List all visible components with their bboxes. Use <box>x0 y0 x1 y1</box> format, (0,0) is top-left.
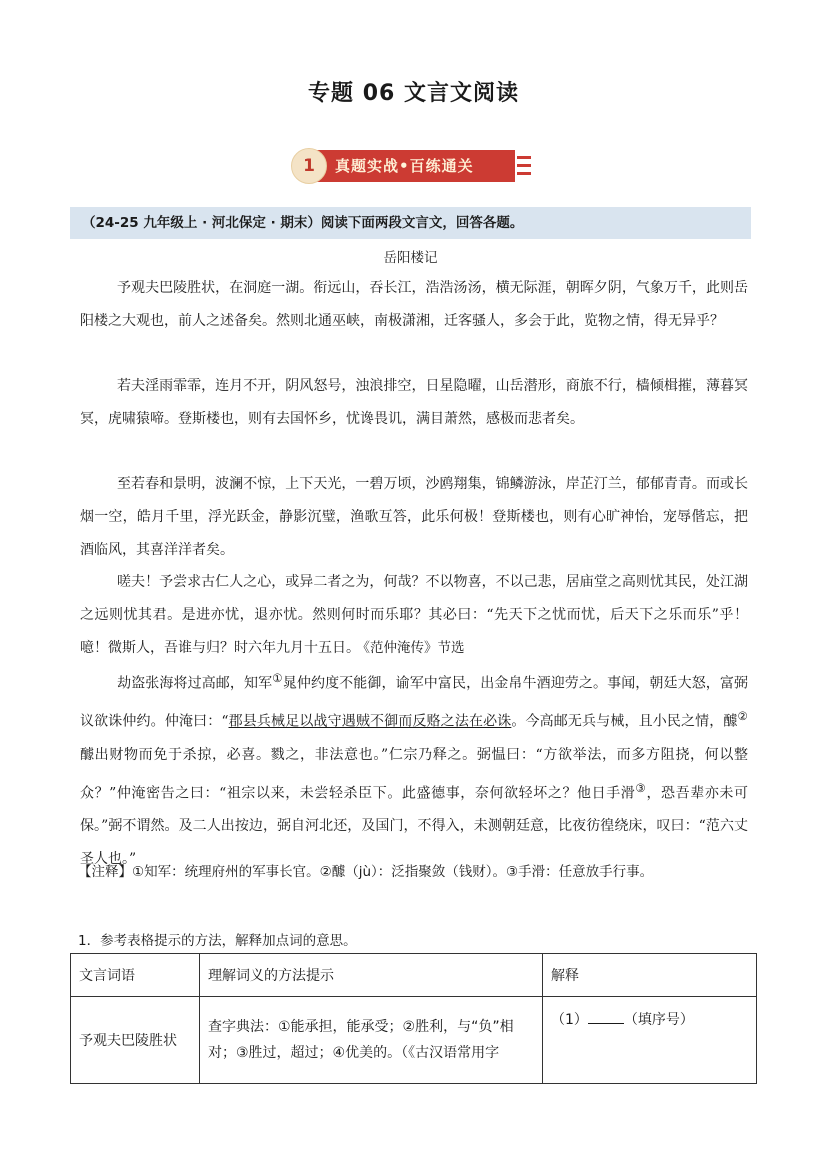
banner-stripe-decoration <box>517 156 531 159</box>
passage2-paragraph: 劫盗张海将过高邮，知军①晁仲约度不能御，谕军中富民，出金帛牛酒迎劳之。事闻，朝廷大怒，富弼议欲诛仲约。仲淹曰：“郡县兵械足以战守遇贼不御而反赂之法在必诛。今高邮无兵与械，且小民之情，醵②醵出财物而免于杀掠，必喜。戮之，非法意也。”仁宗乃释之。弼愠曰：“方欲举法，而多方阻挠，何以整众？”仲淹密告之曰：“祖宗以来，未尝轻杀臣下。此盛德事，奈何欲轻坏之？他日手滑③，恐吾辈亦未可保。”弼不谓然。及二人出按边，弼自河北还，及国门，不得入，未测朝廷意，比夜彷徨绕床，叹曰：“范六丈圣人也。” <box>80 671 749 867</box>
footnote-marker: ③ <box>635 780 647 795</box>
table-cell-hint: 查字典法：①能承担，能承受；②胜利，与“负”相 对；③胜过，超过；④优美的。（《古汉语常用字 <box>200 997 543 1084</box>
answer-blank[interactable] <box>588 1009 624 1024</box>
table-header-cell: 理解词义的方法提示 <box>200 954 543 997</box>
table-cell-answer: （1） （填序号） <box>543 997 757 1084</box>
footnote-marker: ① <box>272 671 283 685</box>
question-1-prompt: 1．参考表格提示的方法，解释加点词的意思。 <box>78 933 357 949</box>
section-number-badge: 1 <box>291 148 327 184</box>
table-cell-word: 予观夫巴陵胜状 <box>71 997 200 1084</box>
table-row <box>71 997 757 1084</box>
banner-stripe-decoration <box>517 172 531 175</box>
passage1-paragraph: 至若春和景明，波澜不惊，上下天光，一碧万顷，沙鸥翔集，锦鳞游泳，岸芷汀兰，郁郁青青。而或长烟一空，皓月千里，浮光跃金，静影沉璧，渔歌互答，此乐何极！登斯楼也，则有心旷神怡，宠辱偕忘，把酒临风，其喜洋洋者矣。 <box>80 476 748 558</box>
table-header-cell: 解释 <box>543 954 757 997</box>
passage1-paragraph: 若夫淫雨霏霏，连月不开，阴风怒号，浊浪排空，日星隐曜，山岳潜形，商旅不行，樯倾楫摧，薄暮冥冥，虎啸猿啼。登斯楼也，则有去国怀乡，忧谗畏讥，满目萧然，感极而悲者矣。 <box>80 378 748 427</box>
section-label: 真题实战•百练通关 <box>309 150 515 182</box>
table-header-row <box>71 954 757 997</box>
section-banner <box>291 146 531 186</box>
banner-stripe-decoration <box>517 164 531 167</box>
passage1-paragraph: 予观夫巴陵胜状，在洞庭一湖。衔远山，吞长江，浩浩汤汤，横无际涯，朝晖夕阴，气象万千，此则岳阳楼之大观也，前人之述备矣。然则北通巫峡，南极潇湘，迁客骚人，多会于此，览物之情，得无异乎？ <box>80 280 748 329</box>
annotation: 【注释】①知军：统理府州的军事长官。②醵（jù）：泛指聚敛（钱财）。③手滑：任意放手行事。 <box>78 864 654 880</box>
passage1-paragraph: 嗟夫！予尝求古仁人之心，或异二者之为，何哉？不以物喜，不以己悲，居庙堂之高则忧其民，处江湖之远则忧其君。是进亦忧，退亦忧。然则何时而乐耶？其必曰：“先天下之忧而忧，后天下之乐而乐”乎！噫！微斯人，吾谁与归？时六年九月十五日。 <box>80 574 748 656</box>
question-header: （24-25 九年级上 · 河北保定 · 期末）阅读下面两段文言文，回答各题。 <box>70 207 751 239</box>
page-title: 专题 06 文言文阅读 <box>308 81 519 106</box>
table-header-cell: 文言词语 <box>71 954 200 997</box>
vocabulary-table <box>70 953 757 1084</box>
footnote-marker: ② <box>737 709 748 724</box>
passage2-title: 《范仲淹传》节选 <box>356 640 465 656</box>
underlined-sentence: 郡县兵械足以战守遇贼不御而反赂之法在必诛 <box>228 714 512 731</box>
passage1-title: 岳阳楼记 <box>383 250 438 266</box>
